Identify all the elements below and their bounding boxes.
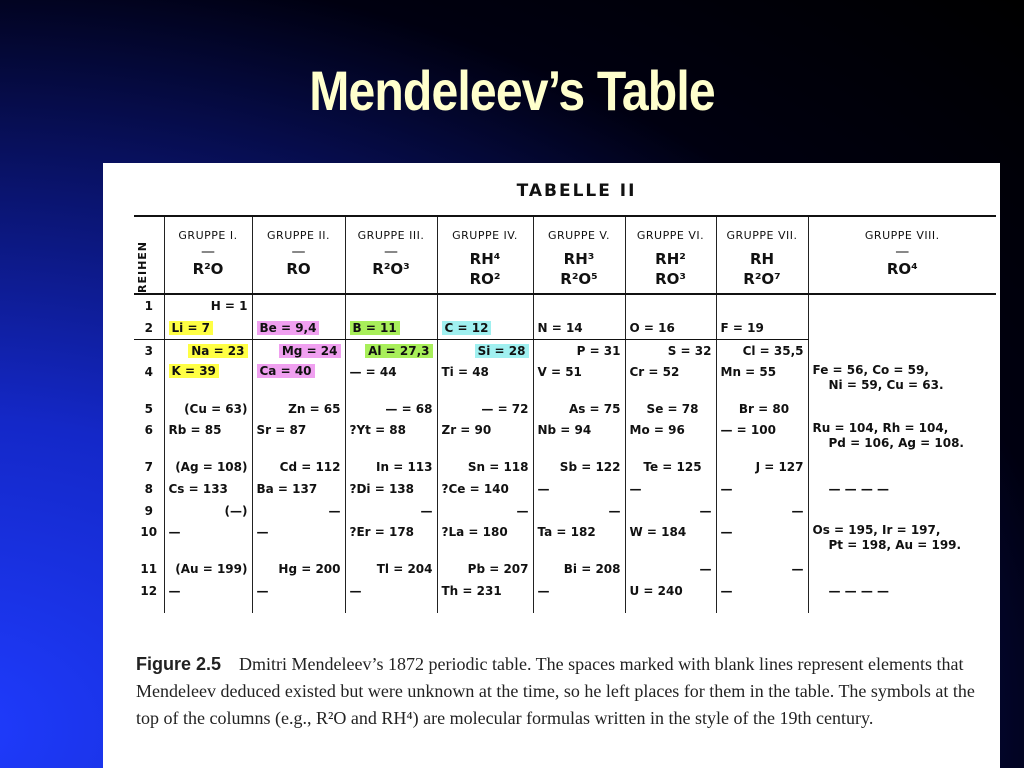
group8-line: Os = 195, Ir = 197,: [812, 523, 941, 537]
element-cell: [252, 294, 345, 317]
element-cell: F = 19: [716, 317, 808, 340]
row-number: 3: [134, 340, 164, 363]
row-number: 6: [134, 420, 164, 456]
element-ca: Ca = 40: [257, 364, 315, 378]
element-cell: — = 68: [345, 398, 437, 420]
element-cell: W = 184: [625, 522, 716, 558]
element-mg: Mg = 24: [279, 344, 341, 358]
element-cell: Mo = 96: [625, 420, 716, 456]
element-k: K = 39: [169, 364, 219, 378]
group-header-1: GRUPPE I. — R²O: [164, 216, 252, 294]
group8-cell: [808, 456, 996, 478]
element-cell: [252, 362, 345, 398]
element-cell: Pb = 207: [437, 558, 533, 580]
element-si: Si = 28: [475, 344, 529, 358]
group8-cell: [808, 340, 996, 363]
group-header-7: GRUPPE VII. RH R²O⁷: [716, 216, 808, 294]
element-cell: Se = 78: [625, 398, 716, 420]
element-cell: ?Er = 178: [345, 522, 437, 558]
element-cell: —: [252, 580, 345, 602]
element-cell: —: [716, 558, 808, 580]
table-row: [134, 558, 996, 580]
element-cell: ?Yt = 88: [345, 420, 437, 456]
periodic-table: [134, 215, 996, 613]
element-cell: H = 1: [164, 294, 252, 317]
element-cell: Th = 231: [437, 580, 533, 602]
element-cell: Ti = 48: [437, 362, 533, 398]
element-cell: —: [716, 478, 808, 500]
table-row: [134, 340, 996, 363]
element-cell: —: [716, 580, 808, 602]
figure-label: Figure 2.5: [136, 654, 222, 674]
mendeleev-table-figure: [103, 163, 1000, 768]
element-cell: Hg = 200: [252, 558, 345, 580]
element-cell: Ba = 137: [252, 478, 345, 500]
element-cell: Tl = 204: [345, 558, 437, 580]
element-cell: [252, 317, 345, 340]
element-cell: (—): [164, 500, 252, 522]
element-cell: Cd = 112: [252, 456, 345, 478]
element-cell: Rb = 85: [164, 420, 252, 456]
element-cell: —: [716, 500, 808, 522]
table-row: [134, 317, 996, 340]
element-cell: O = 16: [625, 317, 716, 340]
group8-cell: [808, 398, 996, 420]
group-header-8: GRUPPE VIII. — RO⁴: [864, 229, 940, 278]
element-cell: [716, 294, 808, 317]
element-cell: —: [533, 478, 625, 500]
element-cell: [252, 340, 345, 363]
group-header-4: GRUPPE IV. RH⁴ RO²: [437, 216, 533, 294]
element-cell: S = 32: [625, 340, 716, 363]
reihen-header: [134, 216, 164, 294]
element-cell: Cs = 133: [164, 478, 252, 500]
element-cell: Sb = 122: [533, 456, 625, 478]
element-cell: —: [625, 500, 716, 522]
row-number: 12: [134, 580, 164, 602]
element-cell: Mn = 55: [716, 362, 808, 398]
group8-line: Ni = 59, Cu = 63.: [828, 378, 944, 392]
row-number: 5: [134, 398, 164, 420]
group8-line: Pt = 198, Au = 199.: [828, 538, 962, 552]
group-header-5: GRUPPE V. RH³ R²O⁵: [533, 216, 625, 294]
element-cell: —: [164, 580, 252, 602]
element-cell: —: [533, 580, 625, 602]
element-cell: [164, 362, 252, 398]
group8-cell: — — — —: [828, 481, 890, 496]
element-cell: [164, 317, 252, 340]
element-na: Na = 23: [188, 344, 247, 358]
row-number: 4: [134, 362, 164, 398]
element-cell: — = 72: [437, 398, 533, 420]
element-cell: Cr = 52: [625, 362, 716, 398]
element-cell: Zn = 65: [252, 398, 345, 420]
table-row: [134, 420, 996, 456]
group8-cell: [808, 294, 996, 317]
element-cell: [345, 340, 437, 363]
table-row: [134, 580, 996, 602]
element-cell: —: [252, 522, 345, 558]
element-cell: Ta = 182: [533, 522, 625, 558]
element-cell: —: [625, 558, 716, 580]
element-cell: —: [345, 580, 437, 602]
element-cell: —: [437, 500, 533, 522]
group8-line: Fe = 56, Co = 59,: [812, 363, 929, 377]
element-cell: [345, 317, 437, 340]
row-number: 8: [134, 478, 164, 500]
element-cell: Bi = 208: [533, 558, 625, 580]
group8-cell: [808, 362, 996, 398]
element-cell: Sn = 118: [437, 456, 533, 478]
group8-cell: [808, 420, 996, 456]
element-cell: —: [533, 500, 625, 522]
row-number: 10: [134, 522, 164, 558]
group-header-2: GRUPPE II. — RO: [252, 216, 345, 294]
row-number: 1: [134, 294, 164, 317]
element-cell: Nb = 94: [533, 420, 625, 456]
figure-caption: [136, 651, 976, 732]
element-cell: —: [252, 500, 345, 522]
group8-cell: [808, 500, 996, 522]
header-row: [134, 216, 996, 294]
element-cell: — = 44: [345, 362, 437, 398]
element-cell: [437, 294, 533, 317]
element-cell: U = 240: [625, 580, 716, 602]
table-row: [134, 398, 996, 420]
element-cell: [164, 340, 252, 363]
element-cell: Sr = 87: [252, 420, 345, 456]
element-cell: Zr = 90: [437, 420, 533, 456]
element-cell: [345, 294, 437, 317]
element-cell: [625, 294, 716, 317]
table-row: [134, 362, 996, 398]
element-cell: [437, 340, 533, 363]
element-cell: Te = 125: [625, 456, 716, 478]
element-cell: —: [716, 522, 808, 558]
element-cell: In = 113: [345, 456, 437, 478]
reihen-label: REIHEN: [136, 240, 149, 293]
element-cell: Cl = 35,5: [716, 340, 808, 363]
element-cell: ?Ce = 140: [437, 478, 533, 500]
element-cell: (Au = 199): [164, 558, 252, 580]
group8-cell: [808, 522, 996, 558]
caption-text: Dmitri Mendeleev’s 1872 periodic table. The spaces marked with blank lines represent elements that Mendeleev deduced existed but were unknown at the time, so he left places for them in the table. The symbols at the top of the columns (e.g., R²O and RH⁴) are molecular formulas written in the style of the 19th century.: [136, 654, 975, 728]
element-cell: Br = 80: [716, 398, 808, 420]
element-al: Al = 27,3: [365, 344, 432, 358]
row-number: 2: [134, 317, 164, 340]
element-cell: ?La = 180: [437, 522, 533, 558]
slide-title: Mendeleev’s Table: [309, 59, 715, 122]
group8-cell: — — — —: [828, 583, 890, 598]
element-cell: As = 75: [533, 398, 625, 420]
table-row: [134, 294, 996, 317]
group8-line: Pd = 106, Ag = 108.: [828, 436, 964, 450]
group-header-6: GRUPPE VI. RH² RO³: [625, 216, 716, 294]
table-row: [134, 522, 996, 558]
element-cell: V = 51: [533, 362, 625, 398]
group8-cell: [808, 558, 996, 580]
element-b: B = 11: [350, 321, 400, 335]
element-cell: [533, 294, 625, 317]
table-heading: TABELLE II: [516, 181, 637, 201]
element-cell: N = 14: [533, 317, 625, 340]
element-cell: —: [625, 478, 716, 500]
element-li: Li = 7: [169, 321, 214, 335]
element-cell: (Cu = 63): [164, 398, 252, 420]
group-header-3: GRUPPE III. — R²O³: [345, 216, 437, 294]
element-cell: (Ag = 108): [164, 456, 252, 478]
table-row-spacer: [134, 602, 996, 613]
element-cell: ?Di = 138: [345, 478, 437, 500]
group8-line: Ru = 104, Rh = 104,: [812, 421, 949, 435]
row-number: 9: [134, 500, 164, 522]
element-cell: [437, 317, 533, 340]
element-cell: —: [164, 522, 252, 558]
element-cell: J = 127: [716, 456, 808, 478]
row-number: 7: [134, 456, 164, 478]
element-be: Be = 9,4: [257, 321, 320, 335]
table-row: [134, 456, 996, 478]
table-row: [134, 478, 996, 500]
group8-cell: [808, 317, 996, 340]
row-number: 11: [134, 558, 164, 580]
element-cell: —: [345, 500, 437, 522]
element-cell: — = 100: [716, 420, 808, 456]
table-row: [134, 500, 996, 522]
element-c: C = 12: [442, 321, 492, 335]
element-cell: P = 31: [533, 340, 625, 363]
